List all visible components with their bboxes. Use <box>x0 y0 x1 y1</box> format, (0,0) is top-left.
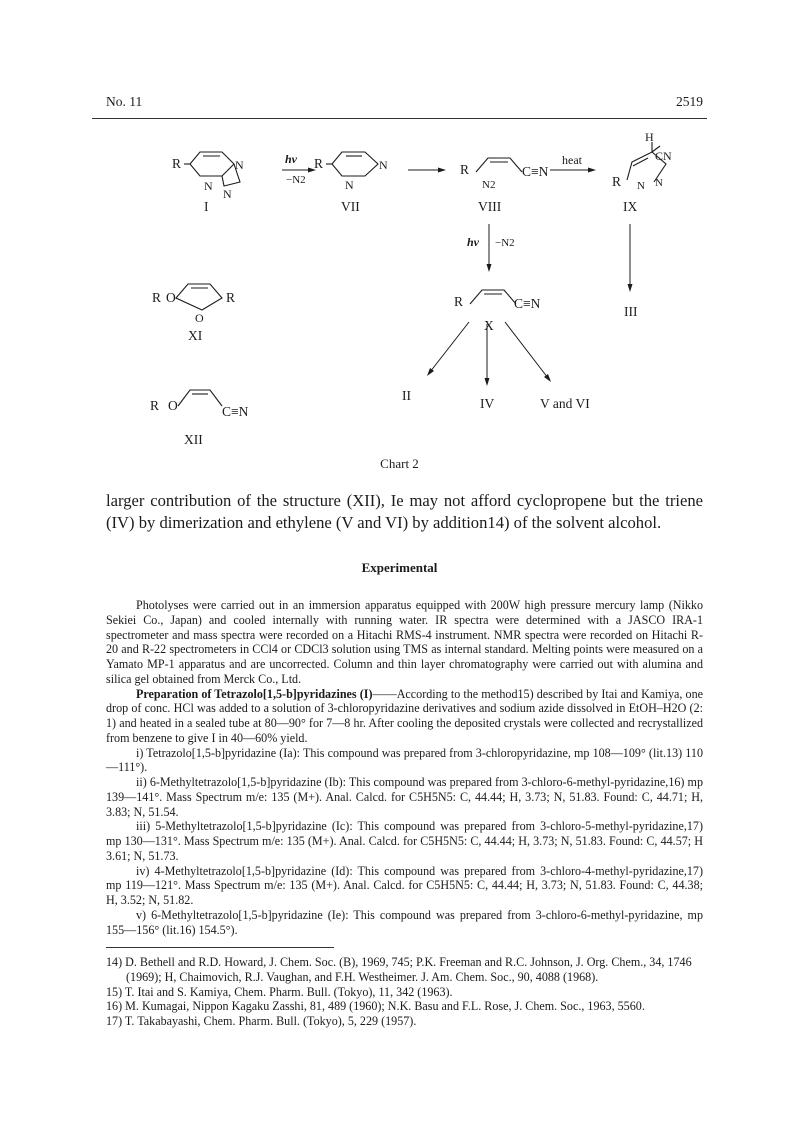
arrow-X-II <box>430 322 469 372</box>
compound-XII: XII <box>184 432 203 447</box>
atom-O-XII: O <box>168 398 178 413</box>
arrow-X-V-VI <box>505 322 548 378</box>
atom-N-VII-a: N <box>379 158 388 172</box>
atom-O-XI-a: O <box>166 290 176 305</box>
cn-X: C≡N <box>514 296 541 311</box>
atom-N-I-b: N <box>204 179 213 193</box>
compound-VII: VII <box>341 199 360 214</box>
atom-N-IX-b: N <box>655 177 663 189</box>
cn-IX: CN <box>655 149 672 163</box>
compound-I: I <box>204 199 209 214</box>
label-R-X: R <box>454 294 464 309</box>
chain-VIII <box>476 158 522 172</box>
label-R-XI-left: R <box>152 290 162 305</box>
compound-item: ii) 6-Methyltetrazolo[1,5-b]pyridazine (Ib): This compound was prepared from 3-chloro-6-methyl-pyridazine,16) mp 139—141°. Mass Spectrum m/e: 135 (M+). Anal. Calcd. for C5H5N5: C, 44.44; H, 3.73; N, 51.83. Found: C, 44.71; H, 3.83; N, 51.54. <box>106 775 703 819</box>
chart-caption: Chart 2 <box>380 456 419 471</box>
compound-II: II <box>402 388 411 403</box>
minus-N2-2: −N2 <box>495 237 515 249</box>
cn-VIII: C≡N <box>522 164 549 179</box>
compound-X: X <box>484 318 494 333</box>
hv-label-1: hν <box>285 152 297 166</box>
label-R-I: R <box>172 156 182 171</box>
compound-XI: XI <box>188 328 203 343</box>
experimental-paragraph: Photolyses were carried out in an immersion apparatus equipped with 200W high pressure mercury lamp (Nikko Sekiei Co., Japan) and cooled internally with running water. IR spectra were determined with a JASCO IRA-1 spectrometer and mass spectra were recorded on a Hitachi RMS-4 instrument. NMR spectra were recorded on Hitachi R-20 and R-22 spectrometers in CCl4 or CDCl3 solution using TMS as internal standard. Melting points were measured on a Yamato MP-1 apparatus and are uncorrected. Column and thin layer chromatography were carried out with alumina and silica gel obtained from Merck Co., Ltd. <box>106 598 703 686</box>
atom-N2-VIII: N2 <box>482 179 496 191</box>
journal-issue: No. 11 <box>106 94 143 109</box>
section-title: Experimental <box>361 560 438 575</box>
reference-item: 17) T. Takabayashi, Chem. Pharm. Bull. (Tokyo), 5, 229 (1957). <box>106 1014 417 1028</box>
label-R-XII: R <box>150 398 160 413</box>
minus-N2-1: −N2 <box>286 174 306 186</box>
page-number: 2519 <box>676 94 703 109</box>
references <box>106 955 703 1029</box>
atom-N-I-c: N <box>223 187 232 201</box>
chain-X <box>470 290 516 304</box>
reference-item: 14) D. Bethell and R.D. Howard, J. Chem. Soc. (B), 1969, 745; P.K. Freeman and R.C. Johnson, J. Org. Chem., 34, 1746 (1969); H, Chaimovich, R.J. Vaughan, and F.H. Westheimer. J. Am. Chem. Soc., 90, 4088 (1968). <box>106 955 692 984</box>
compound-item: v) 6-Methyltetrazolo[1,5-b]pyridazine (Ie): This compound was prepared from 3-chloro-6-methyl-pyridazine, mp 155—156° (lit.16) 154.5°). <box>106 907 703 937</box>
atom-O-XI-b: O <box>195 311 204 325</box>
atom-N-IX-a: N <box>637 180 645 192</box>
heat-label: heat <box>562 153 582 167</box>
hv-label-2: hν <box>467 235 479 249</box>
compound-VIII: VIII <box>478 199 502 214</box>
compound-item: iii) 5-Methyltetrazolo[1,5-b]pyridazine (Ic): This compound was prepared from 3-chloro-5-methyl-pyridazine,17) mp 130—131°. Mass Spectrum m/e: 135 (M+). Anal. Calcd. for C5H5N5: C, 44.44; H, 3.73; N, 51.83. Found: C, 44.57; H 3.61; N, 51.73. <box>106 819 703 863</box>
reference-item: 16) M. Kumagai, Nippon Kagaku Zasshi, 81, 489 (1960); N.K. Basu and F.L. Rose, J. Chem. Soc., 1963, 5560. <box>106 999 645 1014</box>
atom-H-IX: H <box>645 130 654 144</box>
footnote-rule <box>106 947 334 948</box>
preparation-paragraph <box>106 687 703 746</box>
reference-item: 15) T. Itai and S. Kamiya, Chem. Pharm. Bull. (Tokyo), 11, 342 (1963). <box>106 984 453 999</box>
label-R-XI-right: R <box>226 290 236 305</box>
preparation-text: ——According to the method15) described by Itai and Kamiya, one drop of conc. HCl was added to a solution of 3-chloropyridazine derivatives and sodium azide dissolved in EtOH–H2O (2: 1) and heated in a sealed tube at 80—90° for 7—8 hr. After cooling the deposited crystals were collected and recrystallized from benzene to give I in 40—60% yield. <box>106 686 703 745</box>
reaction-scheme-chart <box>92 128 707 473</box>
compound-V-VI: V and VI <box>540 396 590 411</box>
conclusion-paragraph: larger contribution of the structure (XII), Ie may not afford cyclopropene but the triene (IV) by dimerization and ethylene (V and VI) by addition14) of the solvent alcohol. <box>106 491 703 532</box>
compound-IV: IV <box>480 396 495 411</box>
chain-XII <box>178 390 222 406</box>
label-R-VII: R <box>314 156 324 171</box>
label-R-VIII: R <box>460 162 470 177</box>
compound-item: iv) 4-Methyltetrazolo[1,5-b]pyridazine (Id): This compound was prepared from 3-chloro-4-methyl-pyridazine,17) mp 119—121°. Mass Spectrum m/e: 135 (M+). Anal. Calcd. for C5H5N5: C, 44.44; H, 3.73; N, 51.83. Found: C, 44.38; H, 3.52; N, 51.82. <box>106 863 703 907</box>
preparation-heading: Preparation of Tetrazolo[1,5-b]pyridazines (I) <box>136 686 373 701</box>
atom-N-VII-b: N <box>345 178 354 192</box>
cn-XII: C≡N <box>222 404 249 419</box>
experimental-body <box>106 598 703 937</box>
header-rule <box>92 118 707 119</box>
compound-item: i) Tetrazolo[1,5-b]pyridazine (Ia): This compound was prepared from 3-chloropyridazine, mp 108—109° (lit.13) 110—111°). <box>106 745 703 775</box>
atom-N-I-a: N <box>235 158 244 172</box>
label-R-IX: R <box>612 174 622 189</box>
compound-III: III <box>624 304 638 319</box>
compound-IX: IX <box>623 199 638 214</box>
